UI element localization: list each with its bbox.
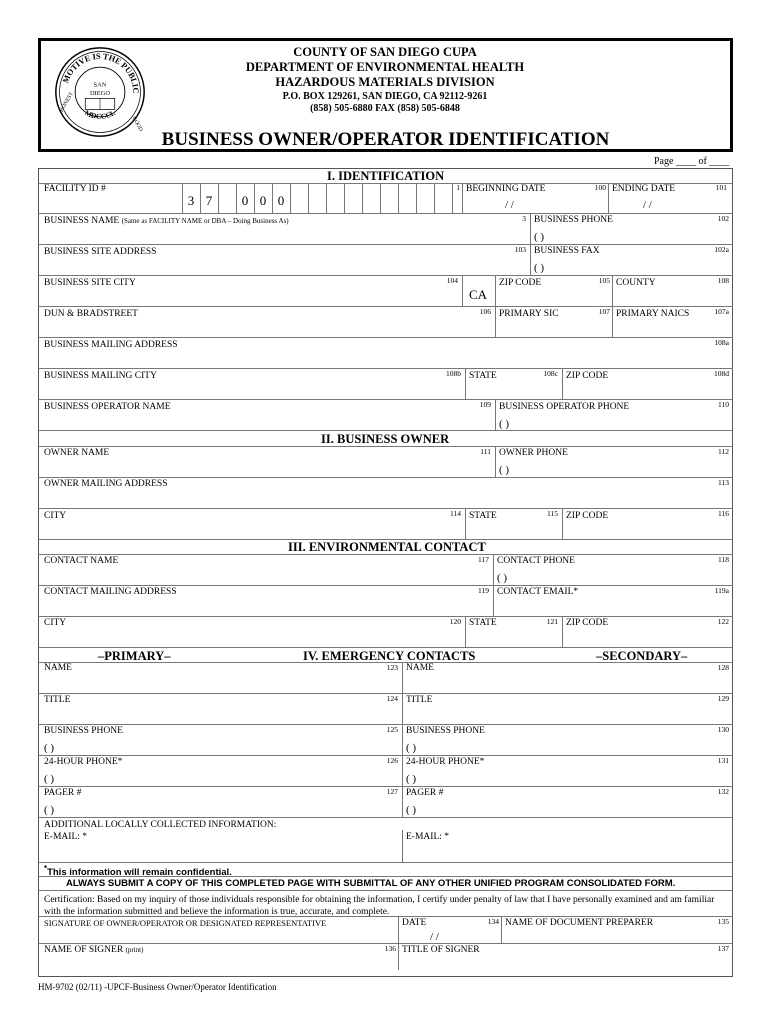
primary-business-phone-field[interactable]: ( ) (44, 742, 55, 754)
signature-label: SIGNATURE OF OWNER/OPERATOR OR DESIGNATED REPRESENTATIVE (44, 918, 327, 928)
field-code: 1 (456, 183, 460, 192)
form-title: BUSINESS OWNER/OPERATOR IDENTIFICATION (161, 129, 610, 150)
field-code: 104 (446, 276, 458, 285)
owner-phone-field[interactable]: ( ) (499, 464, 510, 476)
field-code: 132 (717, 787, 729, 796)
svg-text:HONEST: HONEST (58, 91, 75, 114)
field-code: 107 (598, 307, 610, 316)
zip-code-label: ZIP CODE (566, 371, 609, 381)
field-code: 101 (715, 183, 727, 192)
contact-city-label: CITY (44, 618, 67, 628)
owner-name-label: OWNER NAME (44, 448, 110, 458)
field-code: 125 (386, 725, 398, 734)
primary-title-label: TITLE (44, 695, 71, 705)
svg-text:MOTIVE IS THE PUBLIC: MOTIVE IS THE PUBLIC (61, 51, 141, 94)
zip-code-label: ZIP CODE (566, 511, 609, 521)
signature-date-field[interactable]: / / (430, 931, 439, 943)
section-business-owner: II. BUSINESS OWNER (321, 432, 450, 446)
field-code: 114 (450, 509, 461, 518)
secondary-name-label: NAME (406, 663, 434, 673)
signer-name-label: NAME OF SIGNER (print) (44, 945, 144, 955)
site-state-value[interactable]: CA (469, 287, 488, 302)
field-code: 126 (386, 756, 398, 765)
field-code: 122 (717, 617, 729, 626)
secondary-business-phone-field[interactable]: ( ) (406, 742, 417, 754)
field-code: 105 (598, 276, 610, 285)
business-name-label: BUSINESS NAME (Same as FACILITY NAME or DBA – Doing Business As) (44, 216, 289, 226)
field-code: 134 (487, 917, 499, 926)
primary-heading: –PRIMARY– (98, 649, 171, 663)
owner-phone-label: OWNER PHONE (499, 448, 568, 458)
secondary-24hour-phone-field[interactable]: ( ) (406, 773, 417, 785)
secondary-pager-field[interactable]: ( ) (406, 804, 417, 816)
field-code: 131 (717, 756, 729, 765)
form-footer: HM-9702 (02/11) -UPCF-Business Owner/Operator Identification (38, 982, 277, 992)
zip-code-label: ZIP CODE (499, 278, 542, 288)
field-code: 116 (718, 509, 729, 518)
primary-pager-field[interactable]: ( ) (44, 804, 55, 816)
field-code: 129 (717, 694, 729, 703)
mailing-city-label: BUSINESS MAILING CITY (44, 371, 157, 381)
contact-mailing-label: CONTACT MAILING ADDRESS (44, 587, 177, 597)
field-code: 117 (478, 555, 489, 564)
field-code: 130 (717, 725, 729, 734)
field-code: 121 (546, 617, 558, 626)
field-code: 109 (479, 400, 491, 409)
state-label: STATE (469, 511, 497, 521)
field-code: 102a (714, 245, 729, 254)
contact-phone-label: CONTACT PHONE (497, 556, 575, 566)
mailing-address-label: BUSINESS MAILING ADDRESS (44, 340, 178, 350)
field-code: 120 (449, 617, 461, 626)
business-phone-label: BUSINESS PHONE (534, 215, 613, 225)
additional-info-label: ADDITIONAL LOCALLY COLLECTED INFORMATION: (44, 820, 277, 830)
beginning-date-label: BEGINNING DATE (466, 184, 546, 194)
secondary-pager-label: PAGER # (406, 788, 444, 798)
always-submit-note: ALWAYS SUBMIT A COPY OF THIS COMPLETED PAGE WITH SUBMITTAL OF ANY OTHER UNIFIED PROGRAM CONSOLIDATED FORM. (66, 878, 676, 889)
svg-text:MDCCCL: MDCCCL (83, 108, 117, 121)
primary-name-label: NAME (44, 663, 72, 673)
agency-line-1: COUNTY OF SAN DIEGO CUPA (293, 45, 477, 59)
field-code: 127 (386, 787, 398, 796)
agency-line-3: HAZARDOUS MATERIALS DIVISION (275, 75, 495, 89)
svg-text:GOOD: GOOD (130, 115, 144, 133)
section-environmental-contact: III. ENVIRONMENTAL CONTACT (288, 540, 486, 554)
certification-text: Certification: Based on my inquiry of those individuals responsible for obtaining the information, I certify under penalty of law that I have personally examined and am familiar with the information submitted and believe the information is true, accurate, and complete. (44, 895, 715, 917)
operator-phone-label: BUSINESS OPERATOR PHONE (499, 402, 630, 412)
field-code: 103 (514, 245, 526, 254)
svg-text:SAN: SAN (93, 81, 107, 89)
business-fax-label: BUSINESS FAX (534, 246, 600, 256)
agency-address: P.O. BOX 129261, SAN DIEGO, CA 92112-9261 (282, 91, 488, 102)
field-code: 107a (714, 307, 729, 316)
operator-phone-field[interactable]: ( ) (499, 418, 510, 430)
facility-id-digit[interactable]: 0 (259, 193, 267, 208)
field-code: 108c (543, 369, 558, 378)
svg-text:DIEGO: DIEGO (89, 89, 111, 97)
owner-mailing-label: OWNER MAILING ADDRESS (44, 479, 168, 489)
secondary-heading: –SECONDARY– (596, 649, 688, 663)
primary-sic-label: PRIMARY SIC (499, 309, 559, 319)
field-code: 136 (384, 944, 396, 953)
field-code: 123 (386, 663, 398, 672)
facility-id-digit[interactable]: 7 (205, 193, 213, 208)
site-address-label: BUSINESS SITE ADDRESS (44, 247, 157, 257)
field-code: 3 (522, 214, 526, 223)
field-code: 119a (714, 586, 729, 595)
contact-phone-field[interactable]: ( ) (497, 572, 508, 584)
contact-email-label: CONTACT EMAIL* (497, 587, 579, 597)
form-body (38, 168, 733, 977)
primary-24hour-phone-label: 24-HOUR PHONE* (44, 757, 123, 767)
field-code: 113 (718, 478, 729, 487)
secondary-24hour-phone-label: 24-HOUR PHONE* (406, 757, 485, 767)
date-label: DATE (402, 918, 427, 928)
county-seal-icon (54, 46, 146, 138)
site-city-label: BUSINESS SITE CITY (44, 278, 136, 288)
field-code: 128 (717, 663, 729, 672)
business-phone-field[interactable]: ( ) (534, 231, 545, 243)
field-code: 115 (547, 509, 558, 518)
field-code: 137 (717, 944, 729, 953)
primary-naics-label: PRIMARY NAICS (616, 309, 690, 319)
facility-id-digit[interactable]: 0 (241, 193, 249, 208)
page-number[interactable]: Page ____ of ____ (654, 156, 730, 167)
state-label: STATE (469, 371, 497, 381)
section-identification: I. IDENTIFICATION (327, 169, 445, 183)
facility-id-label: FACILITY ID # (44, 184, 106, 194)
field-code: 102 (717, 214, 729, 223)
zip-code-label: ZIP CODE (566, 618, 609, 628)
field-code: 108 (717, 276, 729, 285)
section-emergency-contacts: IV. EMERGENCY CONTACTS (303, 649, 476, 663)
secondary-business-phone-label: BUSINESS PHONE (406, 726, 485, 736)
state-label: STATE (469, 618, 497, 628)
field-code: 108a (714, 338, 729, 347)
primary-email-label: E-MAIL: * (44, 832, 88, 842)
agency-phone: (858) 505-6880 FAX (858) 505-6848 (310, 103, 460, 114)
field-code: 108b (446, 369, 461, 378)
primary-pager-label: PAGER # (44, 788, 82, 798)
contact-name-label: CONTACT NAME (44, 556, 119, 566)
beginning-date-field[interactable]: / / (505, 199, 514, 211)
ending-date-field[interactable]: / / (643, 199, 652, 211)
agency-line-2: DEPARTMENT OF ENVIRONMENTAL HEALTH (245, 60, 525, 74)
primary-business-phone-label: BUSINESS PHONE (44, 726, 123, 736)
doc-preparer-label: NAME OF DOCUMENT PREPARER (505, 918, 654, 928)
secondary-email-label: E-MAIL: * (406, 832, 450, 842)
operator-name-label: BUSINESS OPERATOR NAME (44, 402, 171, 412)
facility-id-digit[interactable]: 3 (187, 193, 195, 208)
secondary-title-label: TITLE (406, 695, 433, 705)
field-code: 112 (718, 447, 729, 456)
field-code: 108d (714, 369, 729, 378)
facility-id-digit[interactable]: 0 (277, 193, 285, 208)
field-code: 118 (718, 555, 729, 564)
primary-24hour-phone-field[interactable]: ( ) (44, 773, 55, 785)
field-code: 119 (478, 586, 489, 595)
county-label: COUNTY (616, 278, 656, 288)
business-name-note: (Same as FACILITY NAME or DBA – Doing Business As) (121, 217, 289, 225)
dun-label: DUN & BRADSTREET (44, 309, 138, 319)
field-code: 135 (717, 917, 729, 926)
confidential-note: *This information will remain confidential. (44, 864, 232, 879)
ending-date-label: ENDING DATE (612, 184, 676, 194)
signer-title-label: TITLE OF SIGNER (402, 945, 480, 955)
business-fax-field[interactable]: ( ) (534, 262, 545, 274)
owner-city-label: CITY (44, 511, 67, 521)
field-code: 106 (479, 307, 491, 316)
field-code: 124 (386, 694, 398, 703)
field-code: 111 (480, 447, 491, 456)
field-code: 100 (594, 183, 606, 192)
field-code: 110 (718, 400, 729, 409)
